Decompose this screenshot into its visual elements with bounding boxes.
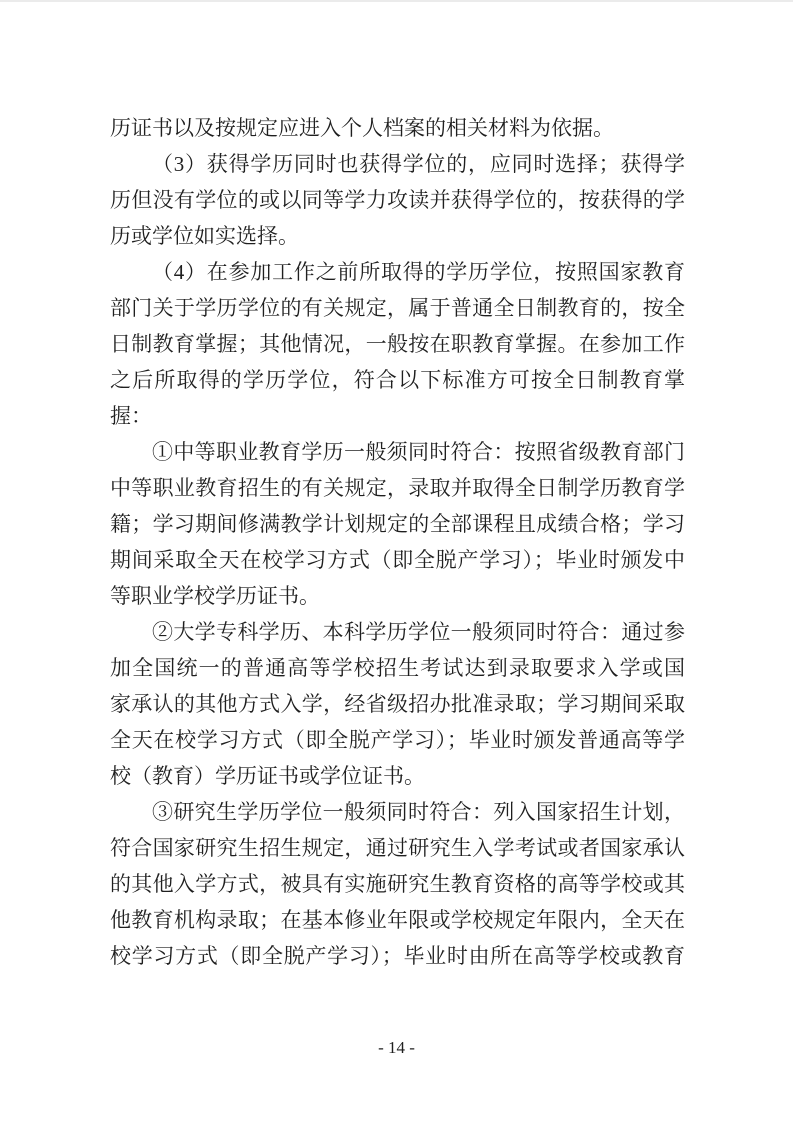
text-line: 校学习方式（即全脱产学习）；毕业时由所在高等学校或教育 [110, 944, 685, 968]
text-line: ③研究生学历学位一般须同时符合：列入国家招生计划， [152, 800, 685, 824]
paragraph-clause-2 [110, 614, 685, 794]
paragraph-clause-3 [110, 794, 685, 974]
text-line: 中等职业教育招生的有关规定，录取并取得全日制学历教育学 [110, 476, 685, 500]
paragraph-continuation [110, 110, 685, 146]
scan-edge-line [0, 0, 793, 2]
text-line: 之后所取得的学历学位，符合以下标准方可按全日制教育掌 [110, 368, 685, 392]
text-line: 家承认的其他方式入学，经省级招办批准录取；学习期间采取 [110, 692, 685, 716]
text-line: ①中等职业教育学历一般须同时符合：按照省级教育部门 [152, 440, 685, 464]
text-line: 部门关于学历学位的有关规定，属于普通全日制教育的，按全 [110, 296, 685, 320]
text-content [110, 110, 685, 974]
text-line: （3）获得学历同时也获得学位的，应同时选择；获得学 [152, 152, 685, 176]
text-line: 等职业学校学历证书。 [110, 584, 320, 608]
text-line: 日制教育掌握；其他情况，一般按在职教育掌握。在参加工作 [110, 332, 685, 356]
text-line: 他教育机构录取；在基本修业年限或学校规定年限内，全天在 [110, 908, 685, 932]
text-line: 握： [110, 404, 152, 428]
paragraph-item-4 [110, 254, 685, 434]
text-line: 全天在校学习方式（即全脱产学习）；毕业时颁发普通高等学 [110, 728, 685, 752]
paragraph-item-3 [110, 146, 685, 254]
text-line: 的其他入学方式，被具有实施研究生教育资格的高等学校或其 [110, 872, 685, 896]
text-line: （4）在参加工作之前所取得的学历学位，按照国家教育 [152, 260, 685, 284]
text-line: 历证书以及按规定应进入个人档案的相关材料为依据。 [110, 116, 614, 140]
paragraph-clause-1 [110, 434, 685, 614]
text-line: 籍；学习期间修满教学计划规定的全部课程且成绩合格；学习 [110, 512, 685, 536]
page-footer [0, 1036, 793, 1060]
text-line: 校（教育）学历证书或学位证书。 [110, 764, 425, 788]
text-line: 历或学位如实选择。 [110, 224, 299, 248]
text-line: 符合国家研究生招生规定，通过研究生入学考试或者国家承认 [110, 836, 685, 860]
text-line: 加全国统一的普通高等学校招生考试达到录取要求入学或国 [110, 656, 685, 680]
page-number: - 14 - [378, 1038, 415, 1057]
text-line: 历但没有学位的或以同等学力攻读并获得学位的，按获得的学 [110, 188, 685, 212]
text-line: 期间采取全天在校学习方式（即全脱产学习）；毕业时颁发中 [110, 548, 685, 572]
text-line: ②大学专科学历、本科学历学位一般须同时符合：通过参 [152, 620, 685, 644]
